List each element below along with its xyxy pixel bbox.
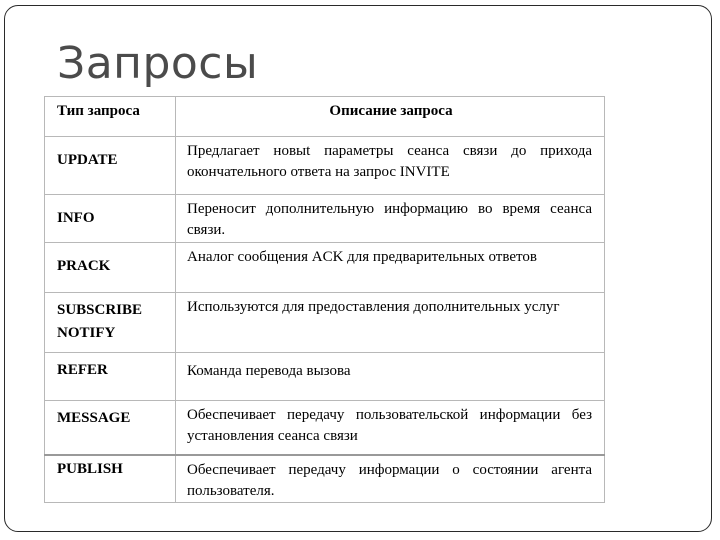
table-row <box>45 401 605 455</box>
request-description-cell: Предлагает новыt параметры сеанса связи до прихода окончательного ответа на запрос INVITE <box>176 137 605 195</box>
request-type-cell: UPDATE <box>45 137 176 195</box>
request-description-cell: Обеспечивает передачу информации о состоянии агента пользователя. <box>176 455 605 503</box>
request-description-cell: Переносит дополнительную информацию во время сеанса связи. <box>176 195 605 243</box>
request-type-cell: SUBSCRIBE NOTIFY <box>45 293 176 353</box>
table-row <box>45 353 605 401</box>
request-type-cell: PRACK <box>45 243 176 293</box>
header-request-type: Тип запроса <box>45 97 176 137</box>
request-type-cell: REFER <box>45 353 176 401</box>
request-type-cell: MESSAGE <box>45 401 176 455</box>
table-row <box>45 195 605 243</box>
request-description-cell: Команда перевода вызова <box>176 353 605 401</box>
request-description-cell: Используются для предоставления дополнительных услуг <box>176 293 605 353</box>
table-row <box>45 293 605 353</box>
slide-title: Запросы <box>57 38 259 89</box>
table-row <box>45 455 605 503</box>
requests-table <box>44 96 605 503</box>
request-description-cell: Обеспечивает передачу пользовательской информации без установления сеанса связи <box>176 401 605 455</box>
table-header-row <box>45 97 605 137</box>
table-row <box>45 137 605 195</box>
slide-frame <box>4 5 712 532</box>
header-request-description: Описание запроса <box>176 97 605 137</box>
request-type-cell: INFO <box>45 195 176 243</box>
request-description-cell: Аналог сообщения ACK для предварительных ответов <box>176 243 605 293</box>
table-row <box>45 243 605 293</box>
request-type-cell: PUBLISH <box>45 455 176 503</box>
